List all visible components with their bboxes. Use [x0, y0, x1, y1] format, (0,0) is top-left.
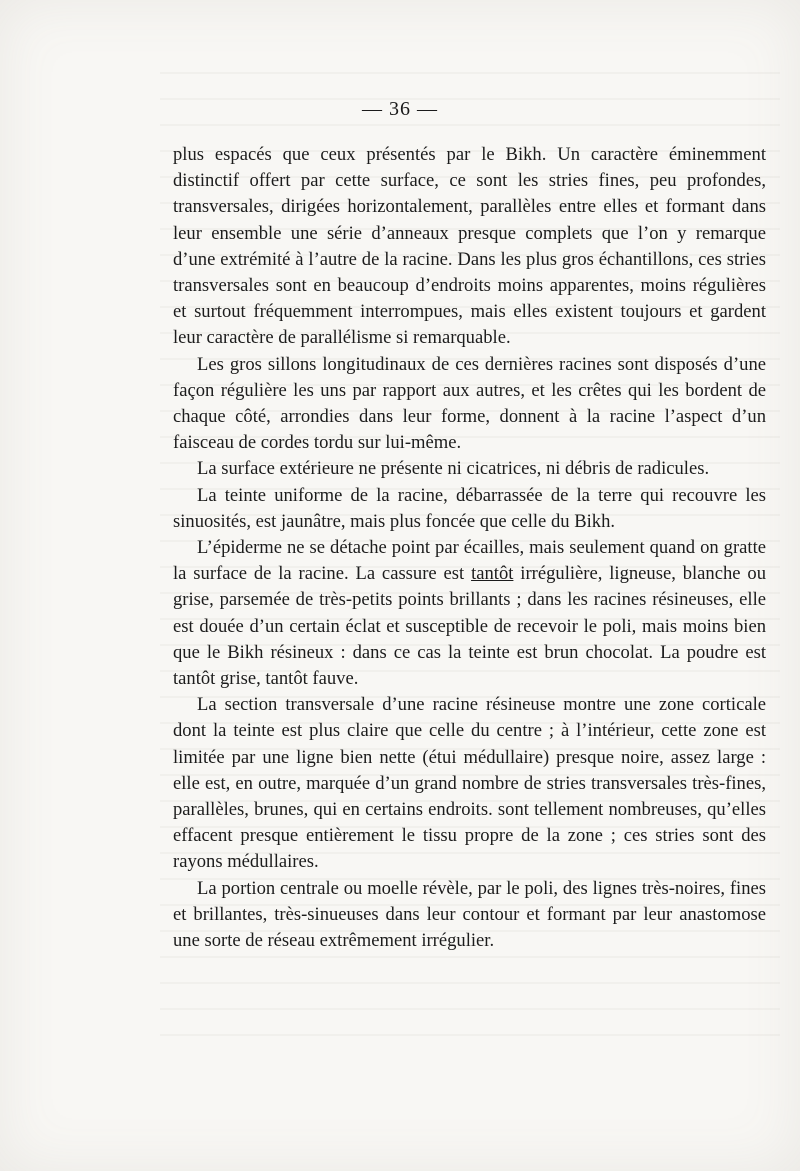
paragraph-7: La portion centrale ou moelle révèle, par le poli, des lignes très-noires, fines et brillantes, très-sinueuses dans leur contour et formant par leur anastomose une sorte de réseau extrêmement irrégulier. [173, 877, 766, 952]
page-number: — 36 — [362, 98, 438, 120]
paragraph-3: La surface extérieure ne présente ni cicatrices, ni débris de radicules. [197, 458, 710, 480]
paragraph-2: Les gros sillons longitudinaux de ces dernières racines sont disposés d’une façon régulière les uns par rapport aux autres, et les crêtes qui les bordent de chaque côté, arrondies dans leur forme, donnent à la racine l’aspect d’un faisceau de cordes tordu sur lui-même. [173, 353, 766, 454]
paragraph-4: La teinte uniforme de la racine, débarrassée de la terre qui recouvre les sinuosités, est jaunâtre, mais plus foncée que celle du Bikh. [173, 484, 766, 532]
paragraph-5-start: L’épiderme ne se détache point par écailles, mais seulement quand on gratte la surface de la racine. La cassure est [173, 537, 766, 585]
paragraph-5 [173, 535, 766, 692]
paragraph-6: La section transversale d’une racine résineuse montre une zone corticale dont la teinte est plus claire que celle du centre ; à l’intérieur, cette zone est limitée par une ligne bien nette (étui médullaire) presque noire, assez large : elle est, en outre, marquée d’un grand nombre de stries transversales très-fines, parallèles, brunes, qui en certains endroits. sont tellement nombreuses, qu’elles effacent presque entièrement le tissu propre de la zone ; ces stries sont des rayons médullaires. [173, 694, 766, 873]
underlined-word: tantôt [471, 563, 514, 585]
paragraph-5-end: irrégulière, ligneuse, blanche ou grise, parsemée de très-petits points brillants ; dans les racines résineuses, elle est douée d’un certain éclat et susceptible de recevoir le poli, mais moins bien que le Bikh résineux : dans ce cas la teinte est brun chocolat. La poudre est tantôt grise, tantôt fauve. [173, 563, 766, 690]
paragraph-1: plus espacés que ceux présentés par le Bikh. Un caractère éminemment distinctif offert par cette surface, ce sont les stries fines, peu profondes, transversales, dirigées horizontalement, parallèles entre elles et formant dans leur ensemble une série d’anneaux presque complets que l’on y remarque d’une extrémité à l’autre de la racine. Dans les plus gros échantillons, ces stries transversales sont en beaucoup d’endroits moins apparentes, moins régulières et surtout fréquemment interrompues, mais elles existent toujours et gardent leur caractère de parallélisme si remarquable. [173, 144, 766, 349]
body-text [173, 142, 766, 954]
